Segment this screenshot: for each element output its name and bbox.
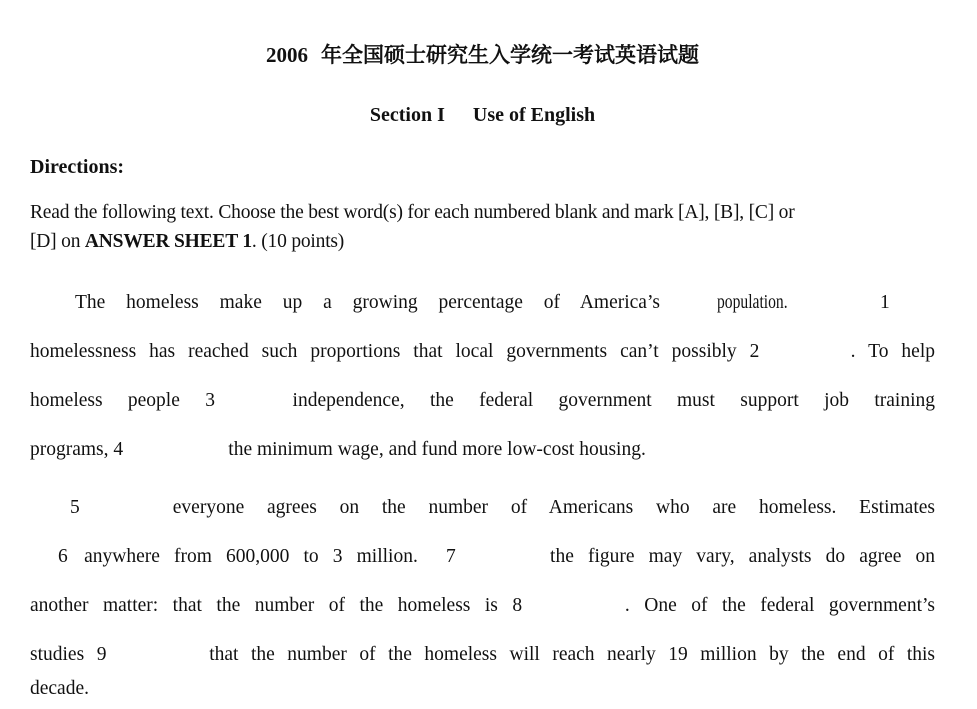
directions-line [30,227,935,256]
passage-line [30,545,935,568]
cloze-blank-6: 6 [58,546,68,567]
exam-title [30,42,935,68]
section-heading [30,103,935,127]
passage-line [30,643,935,666]
directions-line [30,198,935,227]
exam-title-chinese: 年全国硕士研究生入学统一考试英语试题 [321,43,699,67]
passage-paragraph [30,265,935,461]
cloze-blank-5: 5 [70,497,80,518]
passage-line [30,389,935,412]
passage-text: homelessness has reached such proportions that local governments can’t possibly [30,341,737,362]
passage-text: . (10 points) [251,231,345,252]
section-label: Section I [369,104,445,126]
cloze-blank-3: 3 [205,390,215,411]
directions-label: Directions: [30,156,125,178]
passage-text: The homeless make up a growing percentage of America’s [75,292,660,313]
passage-text: everyone agrees on the number of Americans who are homeless. Estimates [172,497,935,518]
cloze-blank-1: 1 [880,292,890,313]
passage-text: . To help [850,341,935,362]
passage-text: homeless people [30,390,180,411]
cloze-blank-7: 7 [445,546,456,567]
passage-line [30,496,935,519]
passage-text: [D] on [30,231,85,252]
passage-text: the minimum wage, and fund more low-cost housing. [228,439,646,460]
passage-text: anywhere from 600,000 to 3 million. [84,546,418,567]
passage-text: independence, the federal government must support job training [292,390,935,411]
cloze-blank-8: 8 [512,595,523,616]
passage-text: decade. [30,678,89,699]
passage-text: population. [716,292,788,313]
exam-title-year: 2006 [266,43,308,67]
passage-text: the figure may vary, analysts do agree on [550,546,935,567]
directions-bold-text: ANSWER SHEET 1 [84,231,252,252]
passage-text: another matter: that the number of the homeless is [30,595,498,616]
cloze-passage [30,265,935,700]
passage-text: Read the following text. Choose the best word(s) for each numbered blank and mark [A], [B], [C] or [30,202,795,223]
passage-line [30,340,935,363]
passage-line [30,677,935,700]
cloze-blank-9: 9 [96,644,107,665]
passage-text: studies [30,644,85,665]
passage-line [30,438,935,461]
passage-line [30,594,935,617]
cloze-blank-4: 4 [113,439,124,460]
passage-text: that the number of the homeless will reach nearly 19 million by the end of this [209,644,935,665]
passage-paragraph [30,470,935,700]
passage-text: . One of the federal government’s [624,595,935,616]
cloze-blank-2: 2 [749,341,760,362]
passage-text: programs, [30,439,109,460]
passage-line [30,291,935,314]
section-name: Use of English [472,104,596,126]
directions-text [30,198,935,256]
